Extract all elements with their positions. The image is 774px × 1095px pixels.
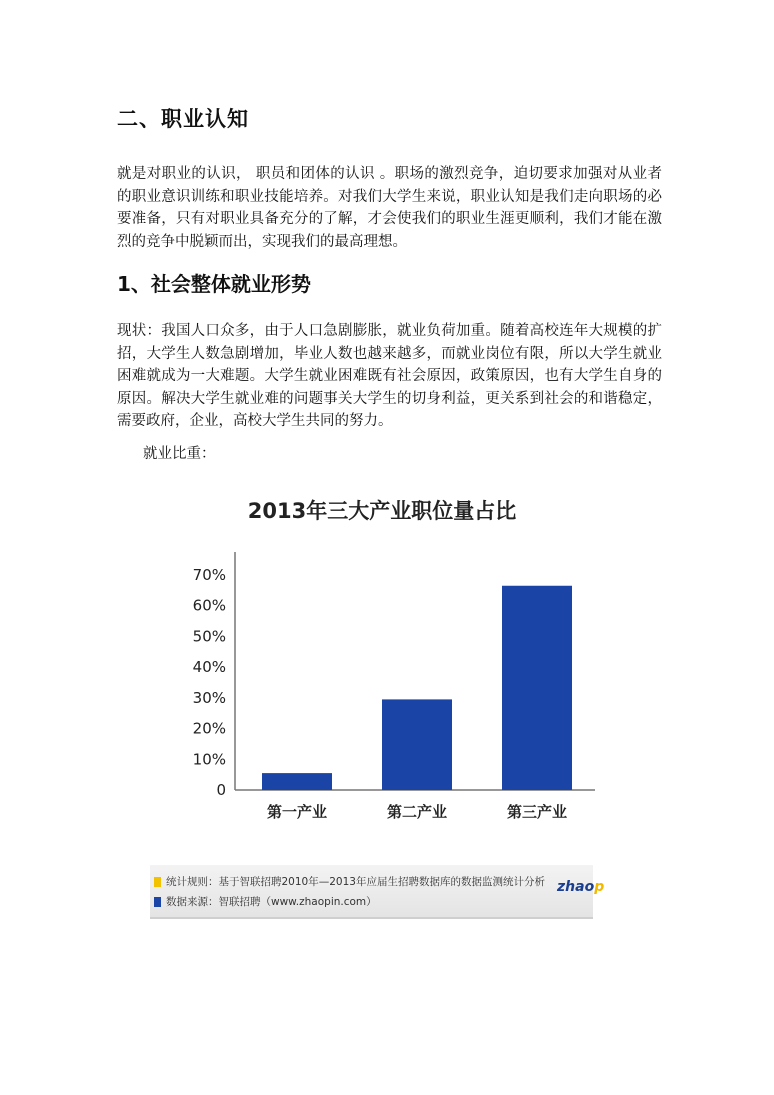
chart-title: 2013年三大产业职位量占比 — [247, 499, 517, 523]
y-tick-label: 20% — [192, 719, 226, 738]
section-paragraph: 就是对职业的认识， 职员和团体的认识 。职场的激烈竞争，迫切要求加强对从业者的职业意识训练和职业技能培养。对我们大学生来说，职业认知是我们走向职场的必要准备，只有对职业具备充分的了解，才会使我们的职业生涯更顺利，我们才能在激烈的竞争中脱颖而出，实现我们的最高理想。 — [117, 166, 662, 250]
subsection-heading: 1、社会整体就业形势 — [117, 272, 311, 296]
bar — [382, 699, 452, 790]
bar-chart-figure — [140, 480, 605, 925]
y-tick-label: 30% — [192, 688, 226, 707]
logo-accent: p — [594, 879, 605, 895]
blue-square-icon — [154, 897, 161, 907]
y-tick-label: 50% — [192, 627, 226, 646]
zhaopin-logo — [557, 879, 605, 895]
subsection-paragraph: 现状：我国人口众多，由于人口急剧膨胀，就业负荷加重。随着高校连年大规模的扩招，大学生人数急剧增加，毕业人数也越来越多，而就业岗位有限，所以大学生就业困难就成为一大难题。大学生就业困难既有社会原因，政策原因，也有大学生自身的原因。解决大学生就业难的问题事关大学生的切身利益，更关系到社会的和谐稳定，需要政府，企业，高校大学生共同的努力。 — [117, 323, 662, 429]
logo-text: zhao — [557, 879, 595, 895]
source-note — [154, 894, 377, 909]
section-heading: 二、职业认知 — [117, 107, 249, 131]
chart-notes-band — [150, 865, 605, 919]
y-tick-label: 70% — [192, 566, 226, 584]
rule-note — [154, 874, 545, 889]
rule-note-text: 统计规则：基于智联招聘2010年—2013年应届生招聘数据库的数据监测统计分析 — [166, 876, 545, 888]
source-note-text: 数据来源：智联招聘（www.zhaopin.com） — [166, 896, 377, 908]
y-tick-label: 60% — [192, 596, 226, 615]
x-axis — [267, 803, 567, 821]
x-category-label: 第二产业 — [386, 803, 448, 821]
yellow-square-icon — [154, 877, 161, 887]
y-tick-label: 0 — [216, 781, 226, 799]
y-axis — [193, 566, 226, 799]
x-category-label: 第一产业 — [266, 803, 328, 821]
bars — [262, 586, 572, 790]
x-category-label: 第三产业 — [506, 803, 568, 821]
bar-chart — [140, 480, 600, 860]
y-tick-label: 10% — [192, 750, 226, 769]
bar — [262, 773, 332, 790]
bar — [502, 586, 572, 790]
chart-label: 就业比重： — [143, 446, 216, 462]
y-tick-label: 40% — [192, 658, 226, 677]
